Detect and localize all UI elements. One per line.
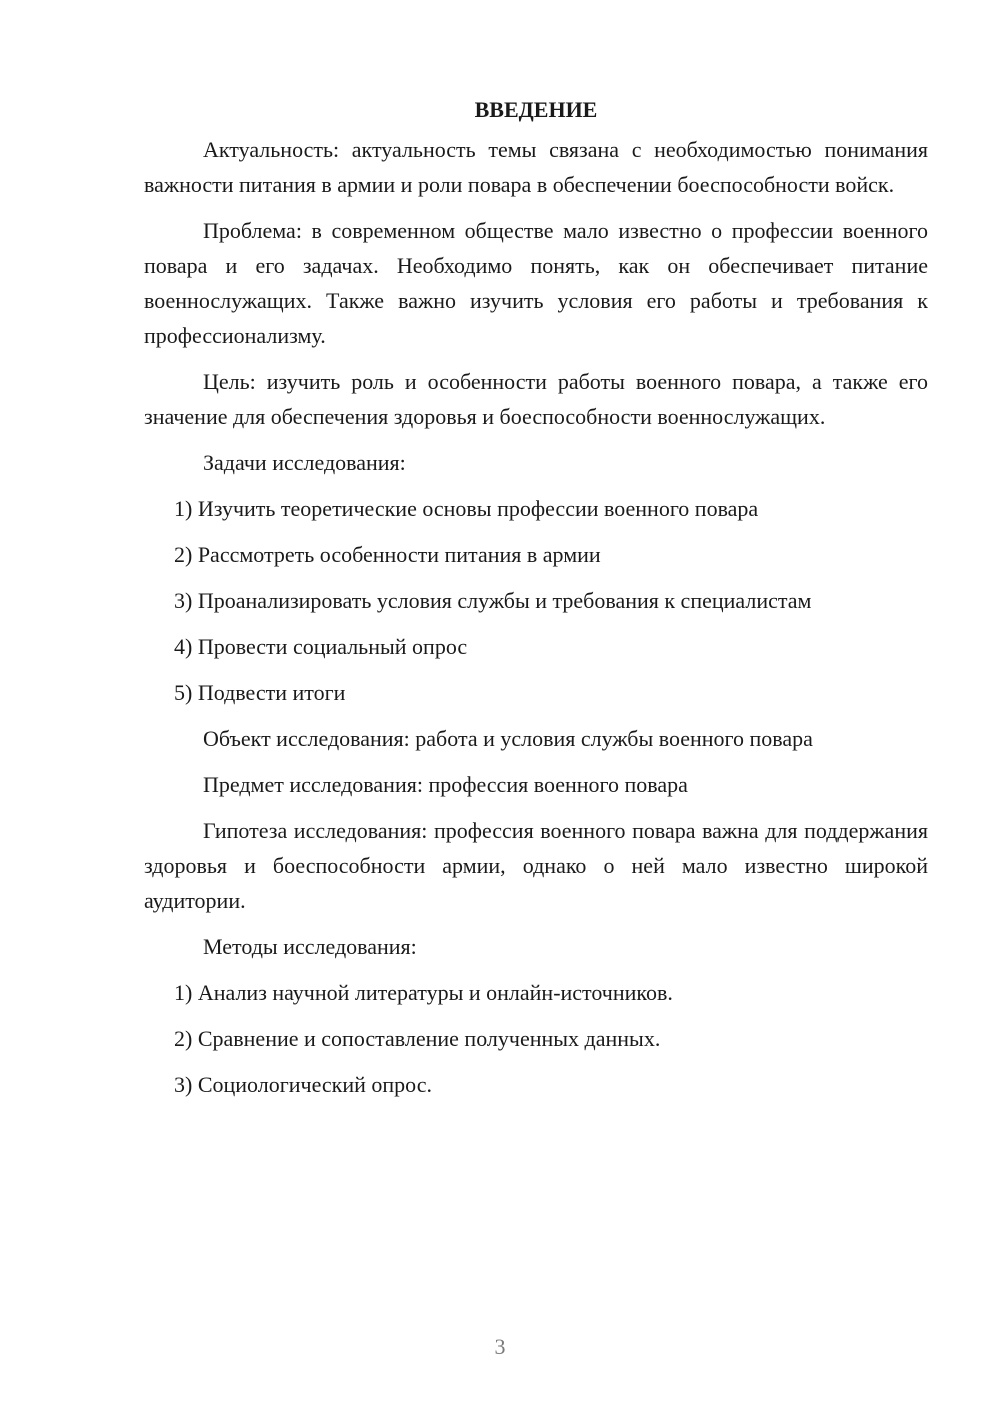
methods-heading: Методы исследования: (203, 934, 417, 959)
list-item: 1) Изучить теоретические основы профессии военного повара (174, 496, 759, 521)
goal-paragraph: Цель: изучить роль и особенности работы военного повара, а также его значение для обеспечения здоровья и боеспособности военнослужащих. (144, 369, 928, 429)
list-item: 2) Сравнение и сопоставление полученных данных. (174, 1026, 661, 1051)
list-item: 1) Анализ научной литературы и онлайн-источников. (174, 980, 673, 1005)
list-item: 5) Подвести итоги (174, 680, 346, 705)
page-number: 3 (494, 1334, 506, 1359)
problem-paragraph: Проблема: в современном обществе мало известно о профессии военного повара и его задачах. Необходимо понять, как он обеспечивает питание военнослужащих. Также важно изучить условия его работы и требования к профессионализму. (144, 218, 928, 348)
list-item: 4) Провести социальный опрос (174, 634, 468, 659)
subject-paragraph: Предмет исследования: профессия военного повара (203, 772, 688, 797)
tasks-heading: Задачи исследования: (203, 450, 406, 475)
list-item: 3) Социологический опрос. (174, 1072, 432, 1097)
list-item: 3) Проанализировать условия службы и требования к специалистам (174, 588, 812, 613)
tasks-list (144, 491, 928, 710)
list-item: 2) Рассмотреть особенности питания в армии (174, 542, 601, 567)
page-content (144, 92, 928, 1113)
hypothesis-paragraph: Гипотеза исследования: профессия военного повара важна для поддержания здоровья и боеспособности армии, однако о ней мало известно широкой аудитории. (144, 818, 928, 913)
page-title: ВВЕДЕНИЕ (474, 97, 598, 122)
object-paragraph: Объект исследования: работа и условия службы военного повара (203, 726, 813, 751)
relevance-paragraph: Актуальность: актуальность темы связана с необходимостью понимания важности питания в армии и роли повара в обеспечении боеспособности войск. (144, 137, 928, 197)
methods-list (144, 975, 928, 1102)
